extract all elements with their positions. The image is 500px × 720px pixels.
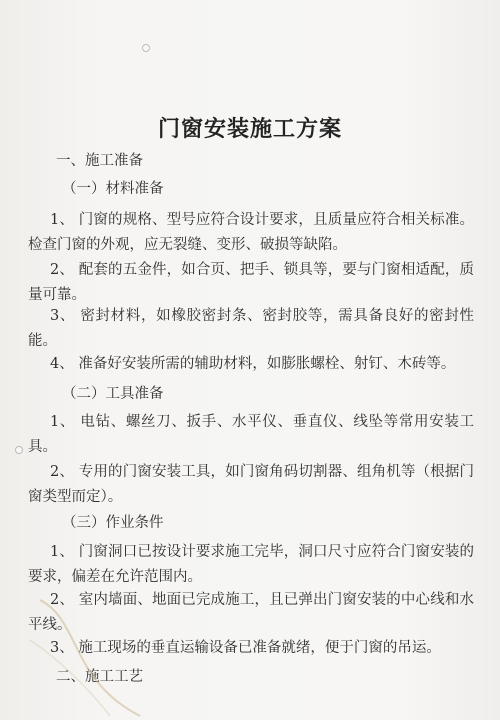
section-heading: 一、施工准备: [56, 153, 143, 169]
binder-hole: [15, 446, 23, 454]
paragraph: 2、 专用的门窗安装工具，如门窗角码切割器、组角机等（根据门窗类型而定）。: [28, 464, 474, 505]
paragraph: 4、 准备好安装所需的辅助材料，如膨胀螺栓、射钉、木砖等。: [50, 356, 456, 372]
paragraph: 1、 门窗的规格、型号应符合设计要求，且质量应符合相关标准。检查门窗的外观，应无裂缝、变形、破损等缺陷。: [28, 212, 474, 253]
paragraph: 3、 密封材料，如橡胶密封条、密封胶等，需具备良好的密封性能。: [28, 308, 474, 349]
subsection-heading: （一）材料准备: [62, 181, 164, 197]
document-title: 门窗安装施工方案: [157, 116, 342, 142]
subsection-heading: （三）作业条件: [62, 515, 164, 531]
binder-hole: [142, 44, 150, 52]
paragraph: 1、 门窗洞口已按设计要求施工完毕，洞口尺寸应符合门窗安装的要求，偏差在允许范围内。: [28, 544, 474, 585]
paragraph: 2、 室内墙面、地面已完成施工，且已弹出门窗安装的中心线和水平线。: [28, 592, 474, 633]
paragraph: 2、 配套的五金件，如合页、把手、锁具等，要与门窗相适配，质量可靠。: [28, 262, 474, 303]
paragraph: 1、 电钻、螺丝刀、扳手、水平仪、垂直仪、线坠等常用安装工具。: [28, 414, 474, 455]
section-heading: 二、施工工艺: [56, 669, 143, 685]
paragraph: 3、 施工现场的垂直运输设备已准备就绪，便于门窗的吊运。: [50, 640, 441, 656]
subsection-heading: （二）工具准备: [62, 386, 164, 402]
